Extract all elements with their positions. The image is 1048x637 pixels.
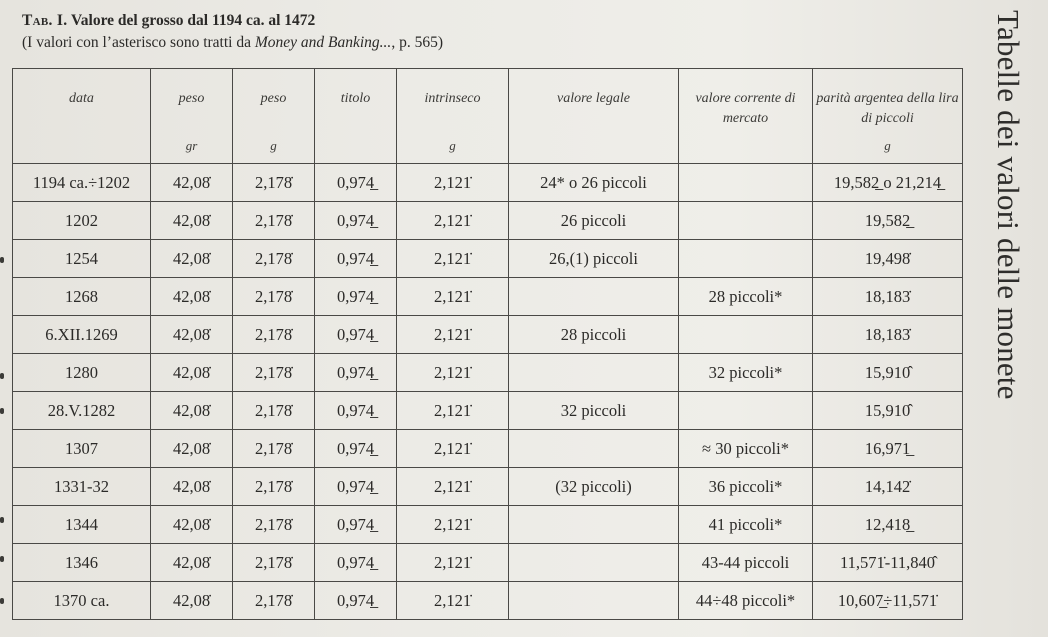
column-header-label: valore legale [557,91,630,106]
note-text-before: (I valori con l’asterisco sono tratti da [22,34,255,51]
cell-weight-grams: 2,178̇ [233,506,315,544]
cell-silver-parity: 19,582̲ [813,202,963,240]
column-header-unit: g [884,138,891,153]
cell-intrinsic: 2,121̇ [397,506,509,544]
cell-legal-value: 28 piccoli [509,316,679,354]
column-header-label: peso [178,91,205,106]
column-header-label: titolo [340,91,371,106]
cell-market-value [679,392,813,430]
cell-legal-value: 32 piccoli [509,392,679,430]
table-body [13,164,963,620]
cell-market-value [679,164,813,202]
cell-weight-grains: 42,08̇ [151,354,233,392]
cell-intrinsic: 2,121̇ [397,430,509,468]
cell-legal-value [509,506,679,544]
column-header-label: peso [260,91,287,106]
cell-date: 1202 [13,202,151,240]
note-source-title: Money and Banking... [254,34,392,51]
cell-silver-parity: 14,142̇ [813,468,963,506]
running-head [978,10,1038,440]
column-header-label: intrinseco [424,91,481,106]
table-row [13,392,963,430]
margin-mark [0,408,4,414]
cell-weight-grains: 42,08̇ [151,544,233,582]
cell-silver-parity: 19,582̲ o 21,214̲ [813,164,963,202]
table-row [13,354,963,392]
cell-silver-parity: 19,498̇ [813,240,963,278]
column-header-label: data [69,91,94,106]
column-header [151,69,233,164]
column-header [813,69,963,164]
cell-intrinsic: 2,121̇ [397,354,509,392]
table-row [13,582,963,620]
cell-weight-grams: 2,178̇ [233,392,315,430]
cell-date: 1370 ca. [13,582,151,620]
cell-intrinsic: 2,121̇ [397,544,509,582]
column-header-unit: g [270,138,277,153]
table-row [13,202,963,240]
cell-legal-value [509,430,679,468]
table-row [13,544,963,582]
cell-weight-grains: 42,08̇ [151,278,233,316]
cell-weight-grains: 42,08̇ [151,430,233,468]
cell-weight-grams: 2,178̇ [233,544,315,582]
cell-legal-value: 26,(1) piccoli [509,240,679,278]
cell-date: 28.V.1282 [13,392,151,430]
cell-fineness: 0,974̲ [315,278,397,316]
cell-legal-value [509,544,679,582]
cell-intrinsic: 2,121̇ [397,392,509,430]
column-header-label: valore corrente di mercato [695,91,796,126]
cell-weight-grains: 42,08̇ [151,506,233,544]
margin-mark [0,373,4,379]
table-row [13,240,963,278]
cell-date: 1346 [13,544,151,582]
cell-intrinsic: 2,121̇ [397,316,509,354]
table-row [13,316,963,354]
cell-weight-grams: 2,178̇ [233,354,315,392]
coin-values-table [12,68,963,620]
cell-legal-value: 24* o 26 piccoli [509,164,679,202]
cell-weight-grains: 42,08̇ [151,468,233,506]
cell-fineness: 0,974̲ [315,392,397,430]
cell-weight-grams: 2,178̇ [233,430,315,468]
cell-legal-value: (32 piccoli) [509,468,679,506]
cell-legal-value: 26 piccoli [509,202,679,240]
margin-mark [0,598,4,604]
table-row [13,164,963,202]
cell-fineness: 0,974̲ [315,164,397,202]
table-title: Valore del grosso dal 1194 ca. al 1472 [71,12,316,29]
cell-silver-parity: 15,910̂ [813,354,963,392]
cell-market-value: 43-44 piccoli [679,544,813,582]
cell-silver-parity: 10,607̲÷11,571̇ [813,582,963,620]
cell-intrinsic: 2,121̇ [397,582,509,620]
table-row [13,506,963,544]
margin-mark [0,517,4,523]
cell-fineness: 0,974̲ [315,468,397,506]
cell-market-value [679,316,813,354]
cell-legal-value [509,582,679,620]
cell-intrinsic: 2,121̇ [397,202,509,240]
cell-market-value [679,202,813,240]
cell-fineness: 0,974̲ [315,506,397,544]
table-number: Tab. I. [22,12,68,29]
cell-weight-grains: 42,08̇ [151,316,233,354]
cell-date: 6.XII.1269 [13,316,151,354]
column-header-label: parità argentea della lira di piccoli [816,91,959,126]
cell-silver-parity: 11,571̇-11,840̂ [813,544,963,582]
table-row [13,278,963,316]
margin-mark [0,556,4,562]
column-header [315,69,397,164]
cell-weight-grains: 42,08̇ [151,582,233,620]
cell-market-value: ≈ 30 piccoli* [679,430,813,468]
cell-intrinsic: 2,121̇ [397,278,509,316]
cell-weight-grains: 42,08̇ [151,164,233,202]
cell-weight-grams: 2,178̇ [233,164,315,202]
cell-market-value: 28 piccoli* [679,278,813,316]
cell-fineness: 0,974̲ [315,240,397,278]
cell-market-value: 36 piccoli* [679,468,813,506]
column-header [397,69,509,164]
cell-intrinsic: 2,121̇ [397,164,509,202]
column-header [679,69,813,164]
table-row [13,468,963,506]
cell-date: 1194 ca.÷1202 [13,164,151,202]
running-head-text: Tabelle dei valori delle monete [991,10,1026,400]
cell-weight-grams: 2,178̇ [233,202,315,240]
cell-date: 1331-32 [13,468,151,506]
cell-weight-grains: 42,08̇ [151,240,233,278]
column-header [233,69,315,164]
table-header-row [13,69,963,164]
cell-fineness: 0,974̲ [315,354,397,392]
cell-silver-parity: 12,418̲ [813,506,963,544]
cell-date: 1344 [13,506,151,544]
cell-silver-parity: 15,910̂ [813,392,963,430]
cell-weight-grams: 2,178̇ [233,278,315,316]
cell-weight-grams: 2,178̇ [233,582,315,620]
cell-weight-grains: 42,08̇ [151,202,233,240]
table-row [13,430,963,468]
column-header [509,69,679,164]
cell-date: 1280 [13,354,151,392]
cell-silver-parity: 16,971̲ [813,430,963,468]
cell-weight-grams: 2,178̇ [233,240,315,278]
cell-fineness: 0,974̲ [315,316,397,354]
cell-fineness: 0,974̲ [315,582,397,620]
cell-market-value: 41 piccoli* [679,506,813,544]
cell-intrinsic: 2,121̇ [397,240,509,278]
note-text-after: , p. 565) [391,34,443,51]
cell-fineness: 0,974̲ [315,544,397,582]
margin-mark [0,257,4,263]
cell-date: 1254 [13,240,151,278]
cell-date: 1268 [13,278,151,316]
cell-market-value [679,240,813,278]
column-header-unit: gr [185,138,198,153]
cell-market-value: 32 piccoli* [679,354,813,392]
cell-legal-value [509,278,679,316]
column-header [13,69,151,164]
cell-intrinsic: 2,121̇ [397,468,509,506]
cell-weight-grains: 42,08̇ [151,392,233,430]
cell-fineness: 0,974̲ [315,202,397,240]
cell-date: 1307 [13,430,151,468]
cell-weight-grams: 2,178̇ [233,468,315,506]
cell-silver-parity: 18,183̇ [813,316,963,354]
column-header-unit: g [449,138,456,153]
cell-fineness: 0,974̲ [315,430,397,468]
cell-legal-value [509,354,679,392]
table-source-note [22,34,443,52]
cell-weight-grams: 2,178̇ [233,316,315,354]
table-caption-title [22,12,315,30]
cell-market-value: 44÷48 piccoli* [679,582,813,620]
cell-silver-parity: 18,183̇ [813,278,963,316]
